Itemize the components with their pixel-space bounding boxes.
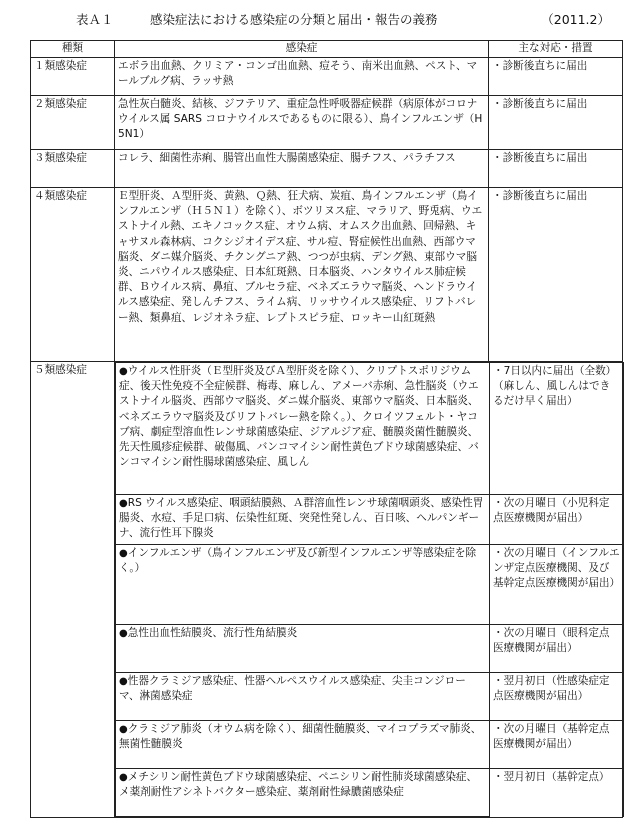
group-disease: ●インフルエンザ（鳥インフルエンザ及び新型インフルエンザ等感染症を除く。） — [116, 545, 490, 625]
class5-group — [116, 721, 624, 769]
group-disease: ●RS ウイルス感染症、咽頭結膜熱、Ａ群溶血性レンサ球菌咽頭炎、感染性胃腸炎、水痘、手足口病、伝染性紅斑、突発性発しん、百日咳、ヘルパンギーナ、流行性耳下腺炎 — [116, 495, 490, 545]
table-row — [31, 58, 623, 96]
category-cell: ５類感染症 — [31, 362, 115, 818]
action-cell: ・診断後直ちに届出 — [489, 96, 623, 150]
disease-cell: Ｅ型肝炎、Ａ型肝炎、黄熱、Ｑ熱、狂犬病、炭疽、鳥インフルエンザ（鳥インフルエンザ（Ｈ５Ｎ１）を除く）、ボツリヌス症、マラリア、野兎病、ウエストナイル熱、エキノコックス症、オウム病、オムスク出血熱、回帰熱、キャサヌル森林病、コクシジオイデス症、サル痘、腎症候性出血熱、西部ウマ脳炎、ダニ媒介脳炎、チクングニア熱、つつが虫病、デング熱、東部ウマ脳炎、ニパウイルス感染症、日本紅斑熱、日本脳炎、ハンタウイルス肺症候群、Ｂウイルス病、鼻疽、ブルセラ症、ベネズエラウマ脳炎、ヘンドラウイルス感染症、発しんチフス、ライム病、リッサウイルス感染症、リフトバレー熱、類鼻疽、レジオネラ症、レプトスピラ症、ロッキー山紅斑熱 — [115, 188, 489, 362]
table-row — [31, 150, 623, 188]
table-label: 表Ａ１ — [76, 12, 114, 27]
class5-group — [116, 363, 624, 495]
disease-cell: コレラ、細菌性赤痢、腸管出血性大腸菌感染症、腸チフス、パラチフス — [115, 150, 489, 188]
bullet-icon: ● — [119, 724, 128, 735]
class5-group — [116, 625, 624, 673]
action-cell: ・診断後直ちに届出 — [489, 150, 623, 188]
bullet-icon: ● — [119, 366, 128, 377]
bullet-icon: ● — [119, 628, 128, 639]
disease-cell: エボラ出血熱、クリミア・コンゴ出血熱、痘そう、南米出血熱、ペスト、マールブルグ病、ラッサ熱 — [115, 58, 489, 96]
group-disease: ●クラミジア肺炎（オウム病を除く）、細菌性髄膜炎、マイコプラズマ肺炎、無菌性髄膜炎 — [116, 721, 490, 769]
action-cell: ・診断後直ちに届出 — [489, 188, 623, 362]
table-title: 感染症法における感染症の分類と届出・報告の義務 — [150, 12, 438, 27]
group-action: ・次の月曜日（基幹定点医療機関が届出） — [490, 721, 624, 769]
category-cell: ２類感染症 — [31, 96, 115, 150]
disease-cell: 急性灰白髄炎、結核、ジフテリア、重症急性呼吸器症候群（病原体がコロナウイルス属 SARS コロナウイルスであるものに限る）、鳥インフルエンザ（H5N1） — [115, 96, 489, 150]
action-cell: ・診断後直ちに届出 — [489, 58, 623, 96]
group-action: ・次の月曜日（小児科定点医療機関が届出） — [490, 495, 624, 545]
bullet-icon: ● — [119, 676, 128, 687]
class5-group — [116, 769, 624, 817]
bullet-icon: ● — [119, 498, 128, 509]
table-row — [31, 188, 623, 362]
category-cell: ３類感染症 — [31, 150, 115, 188]
bullet-icon: ● — [119, 772, 128, 783]
header-category: 種類 — [31, 41, 115, 58]
group-disease: ●性器クラミジア感染症、性器ヘルペスウイルス感染症、尖圭コンジローマ、淋菌感染症 — [116, 673, 490, 721]
header-row — [31, 41, 623, 58]
group-action: ・翌月初日（性感染症定点医療機関が届出） — [490, 673, 624, 721]
group-action: ・7日以内に届出（全数）（麻しん、風しんはできるだけ早く届出） — [490, 363, 624, 495]
bullet-icon: ● — [119, 548, 128, 559]
group-disease: ●メチシリン耐性黄色ブドウ球菌感染症、ペニシリン耐性肺炎球菌感染症、メ薬剤耐性アシネトバクター感染症、薬剤耐性緑膿菌感染症 — [116, 769, 490, 817]
table-date: （2011.2） — [541, 12, 610, 27]
class5-groups — [115, 362, 623, 818]
class5-group — [116, 495, 624, 545]
group-action: ・次の月曜日（眼科定点医療機関が届出） — [490, 625, 624, 673]
table-row — [31, 96, 623, 150]
class5-group — [116, 673, 624, 721]
table-title-row — [28, 6, 624, 34]
group-disease: ●ウイルス性肝炎（Ｅ型肝炎及びＡ型肝炎を除く）、クリプトスポリジウム症、後天性免疫不全症候群、梅毒、麻しん、アメーバ赤痢、急性脳炎（ウエストナイル脳炎、西部ウマ脳炎、ダニ媒介脳炎、東部ウマ脳炎、日本脳炎、ベネズエラウマ脳炎及びリフトバレー熱を除く。）、クロイツフェルト・ヤコブ病、劇症型溶血性レンサ球菌感染症、ジアルジア症、髄膜炎菌性髄膜炎、先天性風疹症候群、破傷風、バンコマイシン耐性黄色ブドウ球菌感染症、バンコマイシン耐性腸球菌感染症、風しん — [116, 363, 490, 495]
group-disease: ●急性出血性結膜炎、流行性角結膜炎 — [116, 625, 490, 673]
classification-table — [30, 40, 623, 818]
category-cell: ４類感染症 — [31, 188, 115, 362]
header-action: 主な対応・措置 — [489, 41, 623, 58]
group-action: ・次の月曜日（インフルエンザ定点医療機関、及び基幹定点医療機関が届出） — [490, 545, 624, 625]
table-row-class5 — [31, 362, 623, 818]
class5-subtable — [115, 362, 624, 817]
group-action: ・翌月初日（基幹定点） — [490, 769, 624, 817]
header-disease: 感染症 — [115, 41, 489, 58]
class5-group — [116, 545, 624, 625]
category-cell: １類感染症 — [31, 58, 115, 96]
